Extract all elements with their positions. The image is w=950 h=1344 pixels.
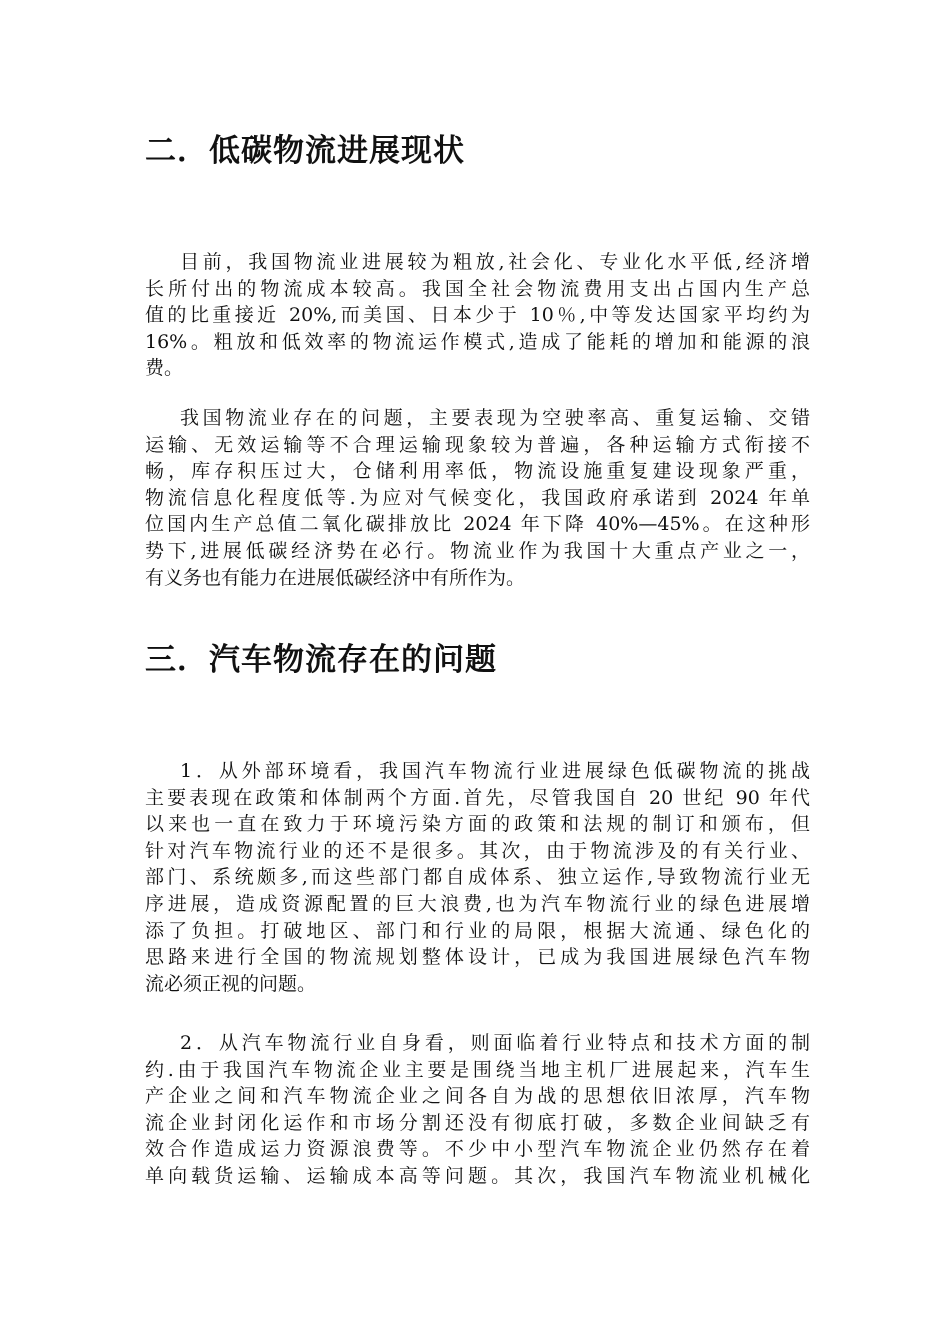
- text-line: 有义务也有能力在进展低碳经济中有所作为。: [145, 566, 526, 589]
- text-line: 16%。粗放和低效率的物流运作模式,造成了能耗的增加和能源的浪: [145, 330, 810, 353]
- paragraph-2-1: [145, 249, 810, 382]
- text-line: 以来也一直在致力于环境污染方面的政策和法规的制订和颁布，但: [145, 813, 810, 836]
- text-line: 单向载货运输、运输成本高等问题。其次，我国汽车物流业机械化: [145, 1164, 810, 1187]
- text-line: 位国内生产总值二氧化碳排放比 2024 年下降 40%—45%。在这种形: [145, 513, 810, 536]
- text-line: 值的比重接近 20%,而美国、日本少于 10％,中等发达国家平均约为: [145, 304, 810, 327]
- paragraph-3-1: [145, 758, 810, 997]
- text-line: 流必须正视的问题。: [145, 972, 317, 995]
- section-heading-3: 三．汽车物流存在的问题: [145, 642, 497, 678]
- text-line: 畅，库存积压过大，仓储利用率低，物流设施重复建设现象严重，: [145, 460, 810, 483]
- text-line: 主要表现在政策和体制两个方面.首先，尽管我国自 20 世纪 90 年代: [145, 786, 810, 809]
- text-line: 针对汽车物流行业的还不是很多。其次，由于物流涉及的有关行业、: [145, 839, 810, 862]
- text-line: 流企业封闭化运作和市场分割还没有彻底打破，多数企业间缺乏有: [145, 1111, 810, 1134]
- text-line: 我国物流业存在的问题，主要表现为空驶率高、重复运输、交错: [180, 407, 810, 429]
- text-line: 产企业之间和汽车物流企业之间各自为战的思想依旧浓厚，汽车物: [145, 1085, 810, 1108]
- text-line: 费。: [145, 357, 184, 380]
- paragraph-3-2: [145, 1030, 810, 1190]
- section-heading-2: 二．低碳物流进展现状: [145, 133, 465, 169]
- text-line: 部门、系统颇多,而这些部门都自成体系、独立运作,导致物流行业无: [145, 866, 810, 889]
- text-line: 1．从外部环境看，我国汽车物流行业进展绿色低碳物流的挑战: [180, 760, 810, 782]
- text-line: 效合作造成运力资源浪费等。不少中小型汽车物流企业仍然存在着: [145, 1138, 810, 1161]
- text-line: 约.由于我国汽车物流企业主要是围绕当地主机厂进展起来，汽车生: [145, 1058, 810, 1081]
- text-line: 目前，我国物流业进展较为粗放,社会化、专业化水平低,经济增: [180, 251, 810, 273]
- text-line: 2．从汽车物流行业自身看，则面临着行业特点和技术方面的制: [180, 1032, 810, 1054]
- text-line: 物流信息化程度低等.为应对气候变化，我国政府承诺到 2024 年单: [145, 486, 810, 509]
- text-line: 添了负担。打破地区、部门和行业的局限，根据大流通、绿色化的: [145, 919, 810, 942]
- text-line: 长所付出的物流成本较高。我国全社会物流费用支出占国内生产总: [145, 277, 810, 300]
- paragraph-2-2: [145, 405, 810, 591]
- text-line: 序进展，造成资源配置的巨大浪费,也为汽车物流行业的绿色进展增: [145, 892, 810, 915]
- text-line: 思路来进行全国的物流规划整体设计，已成为我国进展绿色汽车物: [145, 946, 810, 969]
- text-line: 运输、无效运输等不合理运输现象较为普遍，各种运输方式衔接不: [145, 433, 810, 456]
- text-line: 势下,进展低碳经济势在必行。物流业作为我国十大重点产业之一，: [145, 539, 810, 562]
